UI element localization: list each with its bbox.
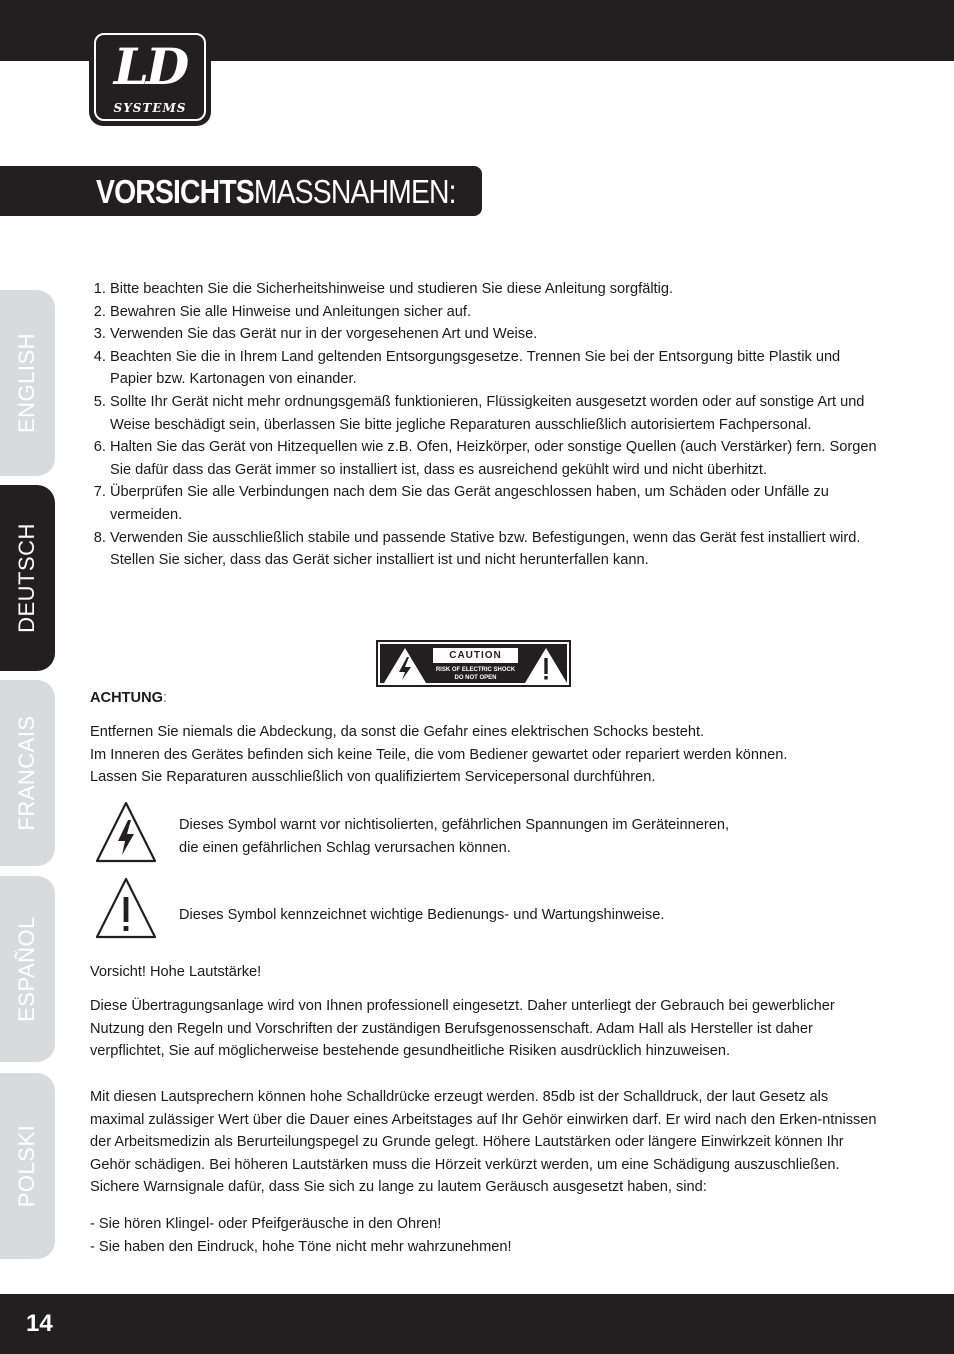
instruction-item: 5. Sollte Ihr Gerät nicht mehr ordnungsgemäß funktionieren, Flüssigkeiten ausgesetzt worden oder auf sonstige Art und Weise beschädigt sein, überlassen Sie bitte jegliche Reparaturen ausschließlich autorisiertem Fachpersonal.	[110, 391, 880, 436]
tab-deutsch[interactable]	[0, 485, 55, 671]
lightning-warning-icon	[95, 801, 157, 863]
volume-heading: Vorsicht! Hohe Lautstärke!	[90, 964, 262, 980]
achtung-colon: :	[162, 690, 168, 706]
instruction-item: 8. Verwenden Sie ausschließlich stabile und passende Stative bzw. Befestigungen, wenn das Gerät fest installiert wird. Stellen Sie sicher, dass das Gerät sicher installiert ist und nicht herunterfallen kann.	[110, 527, 880, 572]
instruction-item: 2. Bewahren Sie alle Hinweise und Anleitungen sicher auf.	[110, 301, 880, 324]
warning-sign-item: - Sie hören Klingel- oder Pfeifgeräusche in den Ohren!	[90, 1216, 442, 1232]
instruction-item: 6. Halten Sie das Gerät von Hitzequellen wie z.B. Ofen, Heizkörper, oder sonstige Quellen (auch Verstärker) fern. Sorgen Sie dafür dass das Gerät immer so installiert ist, dass es ausreichend gekühlt wird und nicht überhitzt.	[110, 436, 880, 481]
voltage-symbol-line: Dieses Symbol warnt vor nichtisolierten, gefährlichen Spannungen im Geräteinneren,	[179, 817, 729, 833]
logo-border	[94, 33, 206, 121]
logo-subtitle: SYSTEMS	[113, 101, 187, 115]
lightning-warning-icon	[382, 646, 428, 685]
tab-polski-label: POLSKI	[14, 1124, 39, 1208]
bottom-bar	[0, 1294, 954, 1354]
page-title-bold: VORSICHTS	[96, 173, 254, 210]
achtung-line: Entfernen Sie niemals die Abdeckung, da sonst die Gefahr eines elektrischen Schocks besteht.	[90, 724, 705, 740]
page-title	[96, 170, 456, 214]
caution-subtitle-2: DO NOT OPEN	[454, 675, 497, 681]
instructions-section	[90, 278, 880, 572]
voltage-symbol-line: die einen gefährlichen Schlag verursachen können.	[179, 839, 511, 856]
achtung-line: Lassen Sie Reparaturen ausschließlich von qualifiziertem Servicepersonal durchführen.	[90, 769, 656, 786]
achtung-text	[90, 721, 880, 789]
tab-deutsch-label: DEUTSCH	[14, 523, 39, 633]
instruction-item: 3. Verwenden Sie das Gerät nur in der vorgesehenen Art und Weise.	[110, 323, 880, 346]
instruction-item: 1. Bitte beachten Sie die Sicherheitshinweise und studieren Sie diese Anleitung sorgfältig.	[110, 278, 880, 301]
caution-title: CAUTION	[433, 648, 518, 663]
tab-francais[interactable]	[0, 680, 55, 866]
tab-english-label: ENGLISH	[14, 332, 39, 434]
exclamation-symbol-text: Dieses Symbol kennzeichnet wichtige Bedienungs- und Wartungshinweise.	[179, 907, 665, 923]
caution-label-inner	[380, 644, 567, 683]
volume-paragraph-2: Mit diesen Lautsprechern können hohe Schalldrücke erzeugt werden. 85db ist der Schalldruck, der laut Gesetz als maximal zulässiger Wert über die Dauer eines Arbeitstages auf Ihr Gehör einwirken darf. Er wird nach den Erken-ntnissen der Arbeitsmedizin als Berurteilungspegel zu Grunde gelegt. Höhere Lautstärken oder längere Einwirkzeit können Ihr Gehör schädigen. Bei höheren Lautstärken muss die Hörzeit verkürzt werden, um eine Schädigung auszuschließen. Sichere Warnsignale dafür, dass Sie sich zu lange zu lautem Geräusch ausgesetzt haben, sind:	[90, 1089, 877, 1196]
tab-espanol-label: ESPAÑOL	[14, 916, 39, 1022]
tab-english[interactable]	[0, 290, 55, 476]
warning-sign-item: - Sie haben den Eindruck, hohe Töne nicht mehr wahrzunehmen!	[90, 1238, 512, 1255]
voltage-symbol-text	[179, 814, 729, 859]
exclamation-warning-icon	[95, 877, 157, 939]
ld-systems-logo	[89, 28, 211, 126]
volume-paragraph-1: Diese Übertragungsanlage wird von Ihnen professionell eingesetzt. Daher unterliegt der Gebrauch bei gewerblicher Nutzung den Regeln und Vorschriften der zuständigen Berufsgenossenschaft. Adam Hall als Hersteller ist daher verpflichtet, Sie auf möglicherweise bestehende gesundheitliche Risiken ausdrücklich hinzuweisen.	[90, 998, 835, 1060]
instructions-list	[90, 278, 880, 572]
caution-label	[376, 640, 571, 687]
tab-espanol[interactable]	[0, 876, 55, 1062]
tab-polski[interactable]	[0, 1073, 55, 1259]
achtung-label: ACHTUNG	[90, 690, 163, 706]
instruction-item: 4. Beachten Sie die in Ihrem Land geltenden Entsorgungsgesetze. Trennen Sie bei der Entsorgung bitte Plastik und Papier bzw. Kartonagen von einander.	[110, 346, 880, 391]
logo-mark: LD	[113, 37, 187, 96]
instruction-item: 7. Überprüfen Sie alle Verbindungen nach dem Sie das Gerät angeschlossen haben, um Schäden oder Unfälle zu vermeiden.	[110, 481, 880, 526]
achtung-line: Im Inneren des Gerätes befinden sich keine Teile, die vom Bediener gewartet oder repariert werden können.	[90, 746, 788, 763]
warning-signs-list	[90, 1213, 880, 1258]
caution-subtitle-1: RISK OF ELECTRIC SHOCK	[435, 667, 516, 673]
exclamation-warning-icon	[523, 646, 569, 685]
achtung-heading	[90, 687, 880, 710]
page-title-regular: MASSNAHMEN:	[253, 173, 456, 210]
tab-francais-label: FRANCAIS	[14, 715, 39, 831]
page-number: 14	[26, 1310, 53, 1337]
